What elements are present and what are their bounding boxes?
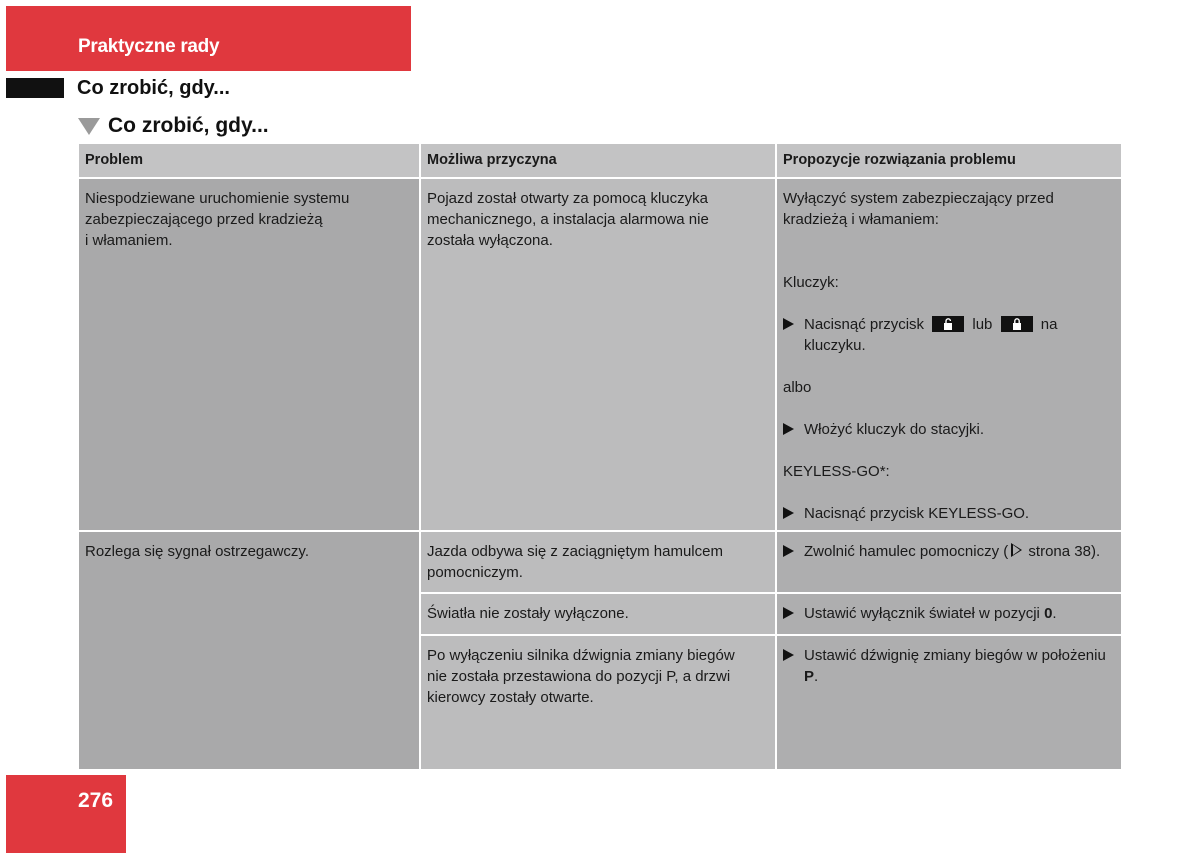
page-number-box — [6, 775, 126, 853]
arrow-step-icon — [783, 318, 794, 330]
cause-cell — [420, 635, 776, 770]
table-row — [78, 178, 1122, 531]
header-solution: Propozycje rozwiązania problemu — [776, 143, 1122, 178]
step-text-c: . — [814, 668, 819, 685]
problem-cell — [78, 178, 420, 531]
step-text-a: Ustawić dźwignię zmiany biegów w położeniu — [804, 647, 1106, 664]
text-line: Po wyłączeniu silnika dźwignia zmiany biegów — [427, 647, 735, 664]
step-text: Nacisnąć przycisk KEYLESS-GO. — [804, 505, 1030, 522]
solution-step — [783, 541, 1115, 562]
text-line: mechanicznego, a instalacja alarmowa nie — [427, 211, 709, 228]
cause-cell — [420, 178, 776, 531]
cause-cell: Światła nie zostały wyłączone. — [420, 593, 776, 635]
subsection-title: Co zrobić, gdy... — [108, 114, 269, 137]
text-line: Jazda odbywa się z zaciągniętym hamulcem — [427, 543, 723, 560]
step-text-a: Zwolnić hamulec pomocniczy ( — [804, 543, 1009, 560]
text-line: Niespodziewane uruchomienie systemu — [85, 190, 350, 207]
arrow-step-icon — [783, 507, 794, 519]
chapter-tab — [6, 6, 411, 71]
lock-icon — [1001, 316, 1033, 332]
unlock-icon — [932, 316, 964, 332]
page-number: 276 — [78, 789, 114, 812]
step-text — [804, 541, 1100, 562]
solution-step — [783, 503, 1115, 524]
solution-cell — [776, 635, 1122, 770]
arrow-step-icon — [783, 607, 794, 619]
solution-cell — [776, 593, 1122, 635]
step-text-bold: 0 — [1044, 605, 1053, 622]
step-text-c: na kluczyku. — [804, 316, 1058, 354]
table-header-row — [78, 143, 1122, 178]
solution-cell — [776, 178, 1122, 531]
solution-cell — [776, 531, 1122, 593]
section-title: Co zrobić, gdy... — [77, 77, 230, 99]
arrow-step-icon — [783, 423, 794, 435]
step-text-a: Nacisnąć przycisk — [804, 316, 925, 333]
arrow-step-icon — [783, 545, 794, 557]
arrow-step-icon — [783, 649, 794, 661]
reference-arrow-icon — [1011, 543, 1022, 557]
step-text — [804, 603, 1057, 624]
solution-step — [783, 603, 1115, 624]
subsection-heading — [78, 114, 269, 138]
step-text-a: Ustawić wyłącznik świateł w pozycji — [804, 605, 1045, 622]
solution-step — [783, 645, 1115, 687]
cause-cell — [420, 531, 776, 593]
text-line: nie została przestawiona do pozycji P, a drzwi — [427, 668, 731, 685]
text-line: pomocniczym. — [427, 564, 523, 581]
text-line: kradzieżą i włamaniem: — [783, 211, 939, 228]
step-text — [804, 645, 1106, 687]
header-cause: Możliwa przyczyna — [420, 143, 776, 178]
text-line: Wyłączyć system zabezpieczający przed — [783, 190, 1054, 207]
step-text-b: lub — [972, 316, 993, 333]
keyless-label: KEYLESS-GO*: — [783, 463, 890, 480]
or-text: albo — [783, 379, 812, 396]
header-problem: Problem — [78, 143, 420, 178]
problem-cell: Rozlega się sygnał ostrzegawczy. — [78, 531, 420, 770]
key-label: Kluczyk: — [783, 274, 839, 291]
text-line: zabezpieczającego przed kradzieżą — [85, 211, 323, 228]
section-triangle-icon — [78, 118, 100, 135]
text-line: Pojazd został otwarty za pomocą kluczyka — [427, 190, 708, 207]
text-line: i włamaniem. — [85, 232, 173, 249]
text-line: kierowcy zostały otwarte. — [427, 689, 594, 706]
solution-step — [783, 419, 1115, 440]
solution-step — [783, 314, 1115, 356]
section-marker — [6, 78, 64, 98]
step-text: Włożyć kluczyk do stacyjki. — [804, 421, 985, 438]
chapter-title: Praktyczne rady — [78, 36, 220, 57]
step-text-b: strona 38). — [1028, 543, 1101, 560]
step-text-bold: P — [804, 668, 815, 685]
step-text — [804, 314, 1115, 356]
table-row — [78, 531, 1122, 593]
text-line: została wyłączona. — [427, 232, 553, 249]
troubleshooting-table — [77, 142, 1123, 771]
step-text-c: . — [1052, 605, 1057, 622]
